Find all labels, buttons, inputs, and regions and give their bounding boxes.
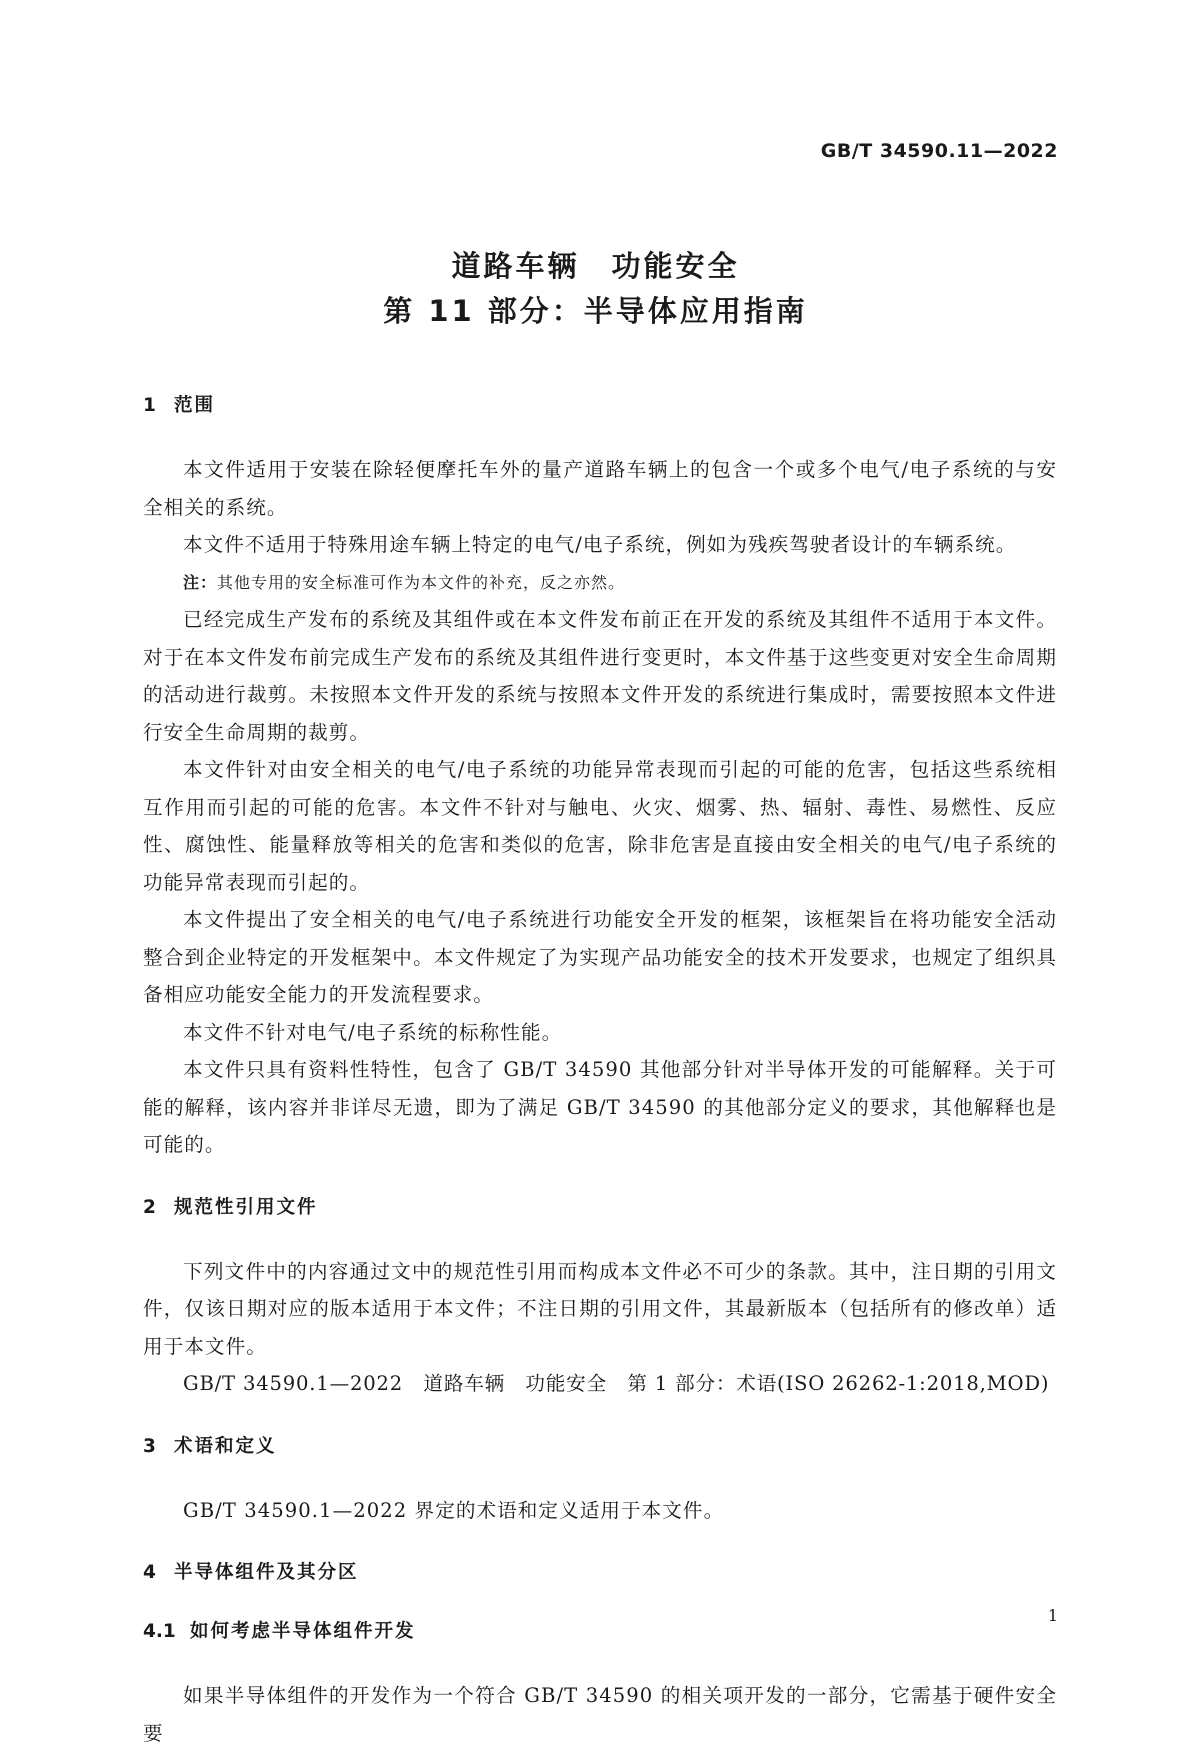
section-4-title: 半导体组件及其分区	[174, 1562, 359, 1583]
note-text: 其他专用的安全标准可作为本文件的补充，反之亦然。	[217, 572, 626, 592]
section-1-paragraph: 本文件只具有资料性特性，包含了 GB/T 34590 其他部分针对半导体开发的可能解释。关于可能的解释，该内容并非详尽无遗，即为了满足 GB/T 34590 的其他部分定义的要求，其他解释也是可能的。	[143, 1058, 1057, 1156]
document-body	[143, 392, 1057, 1752]
standard-id: GB/T 34590.11—2022	[820, 140, 1058, 162]
section-3-heading	[143, 1433, 1057, 1461]
section-1-note	[143, 564, 1057, 602]
section-3-number: 3	[143, 1435, 156, 1457]
section-1-paragraph: 本文件提出了安全相关的电气/电子系统进行功能安全开发的框架，该框架旨在将功能安全活动整合到企业特定的开发框架中。本文件规定了为实现产品功能安全的技术开发要求，也规定了组织具备相应功能安全能力的开发流程要求。	[143, 908, 1057, 1006]
normative-reference: GB/T 34590.1—2022 道路车辆 功能安全 第 1 部分：术语(ISO 26262-1:2018,MOD)	[183, 1372, 1050, 1395]
subsection-4-1-heading	[143, 1618, 1057, 1646]
section-4-number: 4	[143, 1562, 156, 1583]
section-3-paragraph: GB/T 34590.1—2022 界定的术语和定义适用于本文件。	[183, 1498, 725, 1522]
section-1-number: 1	[143, 395, 156, 416]
section-1-paragraph: 本文件不适用于特殊用途车辆上特定的电气/电子系统，例如为残疾驾驶者设计的车辆系统。	[183, 533, 1017, 556]
section-1-paragraph: 已经完成生产发布的系统及其组件或在本文件发布前正在开发的系统及其组件不适用于本文件。对于在本文件发布前完成生产发布的系统及其组件进行变更时，本文件基于这些变更对安全生命周期的活动进行裁剪。未按照本文件开发的系统与按照本文件开发的系统进行集成时，需要按照本文件进行安全生命周期的裁剪。	[143, 608, 1057, 744]
title-line-1: 道路车辆 功能安全	[451, 249, 740, 283]
document-title	[0, 244, 1191, 334]
note-label: 注：	[183, 572, 218, 592]
section-1-title: 范围	[174, 395, 216, 416]
subsection-4-1-title: 如何考虑半导体组件开发	[190, 1621, 416, 1642]
section-1-paragraph: 本文件不针对电气/电子系统的标称性能。	[183, 1020, 563, 1044]
subsection-4-1-number: 4.1	[143, 1621, 176, 1642]
section-1-heading	[143, 392, 1057, 420]
section-2-number: 2	[143, 1196, 156, 1218]
section-2-title: 规范性引用文件	[174, 1196, 318, 1218]
page-number: 1	[1047, 1606, 1058, 1625]
section-1-paragraph: 本文件适用于安装在除轻便摩托车外的量产道路车辆上的包含一个或多个电气/电子系统的与安全相关的系统。	[143, 458, 1057, 519]
title-line-2: 第 11 部分：半导体应用指南	[383, 294, 808, 328]
section-3-title: 术语和定义	[174, 1435, 277, 1457]
section-2-paragraph: 下列文件中的内容通过文中的规范性引用而构成本文件必不可少的条款。其中，注日期的引用文件，仅该日期对应的版本适用于本文件；不注日期的引用文件，其最新版本（包括所有的修改单）适用于本文件。	[143, 1259, 1057, 1358]
section-4-heading	[143, 1559, 1057, 1587]
section-2-heading	[143, 1194, 1057, 1222]
section-1-paragraph: 本文件针对由安全相关的电气/电子系统的功能异常表现而引起的可能的危害，包括这些系统相互作用而引起的可能的危害。本文件不针对与触电、火灾、烟雾、热、辐射、毒性、易燃性、反应性、腐蚀性、能量释放等相关的危害和类似的危害，除非危害是直接由安全相关的电气/电子系统的功能异常表现而引起的。	[143, 758, 1057, 894]
subsection-4-1-paragraph: 如果半导体组件的开发作为一个符合 GB/T 34590 的相关项开发的一部分，它需基于硬件安全要	[143, 1684, 1057, 1745]
